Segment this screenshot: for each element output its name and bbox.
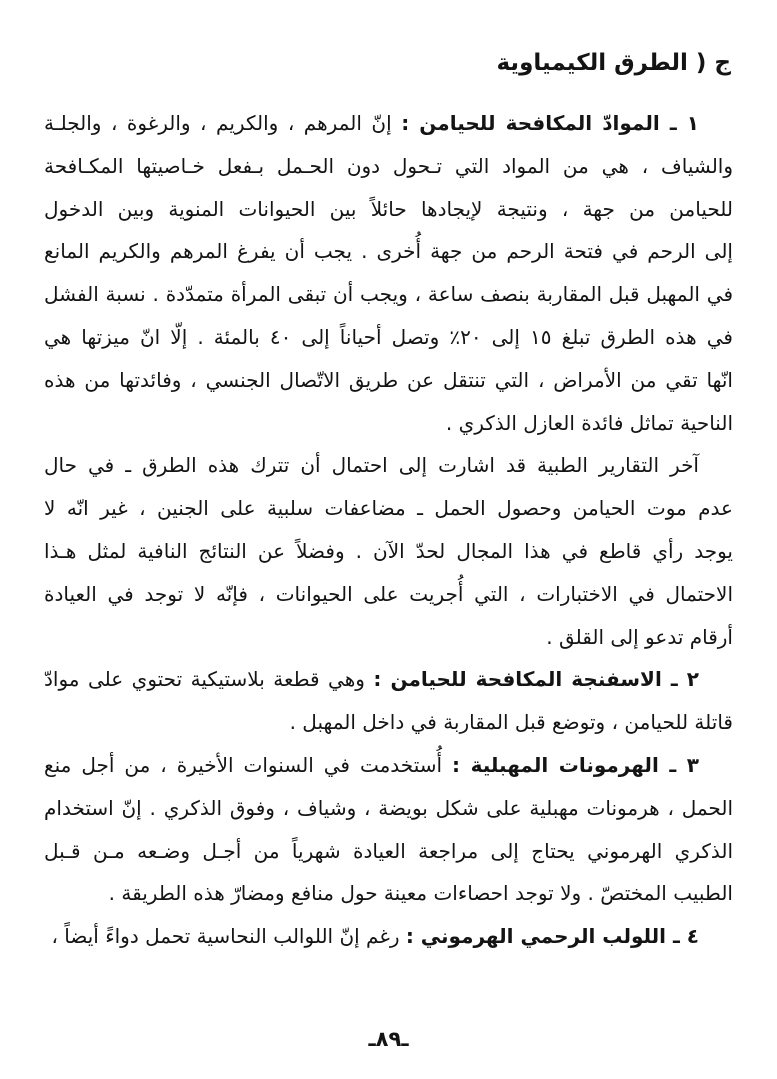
- line-text: إلى الرحم في فتحة الرحم من جهة أُخرى . يجب أن يفرغ المرهم والكريم المانع: [44, 239, 733, 264]
- line-bold-lead: ١ ـ الموادّ المكافحة للحيامن :: [401, 111, 699, 135]
- line-text: الناحية تماثل فائدة العازل الذكري .: [445, 410, 733, 435]
- text-line: [44, 616, 733, 659]
- line-text: الاحتمال في الاختبارات ، التي أُجريت على الحيوانات ، فإنّه لا توجد في العيادة: [44, 581, 733, 606]
- line-text: في هذه الطرق تبلغ ١٥ إلى ٢٠٪ وتصل أحياناً إلى ٤٠ بالمئة . إلّا انّ ميزتها هي: [44, 324, 733, 349]
- line-text: رغم إنّ اللوالب النحاسية تحمل دواءً أيضاً ،: [51, 924, 406, 949]
- line-bold-lead: ٣ ـ الهرمونات المهبلية :: [452, 752, 699, 777]
- text-line: [44, 273, 733, 316]
- text-line: [44, 188, 733, 231]
- line-text: آخر التقارير الطبية قد اشارت إلى احتمال أن تترك هذه الطرق ـ في حال: [44, 453, 699, 478]
- text-line: [44, 102, 733, 145]
- text-line: [44, 573, 733, 616]
- text-line: [44, 830, 733, 873]
- text-line: [44, 402, 733, 445]
- text-line: [44, 487, 733, 530]
- line-bold-lead: ٤ ـ اللولب الرحمي الهرموني :: [405, 924, 699, 949]
- line-bold-lead: ٢ ـ الاسفنجة المكافحة للحيامن :: [373, 667, 699, 692]
- line-text: الحمل ، هرمونات مهبلية على شكل بويضة ، وشياف ، وفوق الذكري . إنّ استخدام: [44, 795, 733, 820]
- text-line: [44, 658, 733, 701]
- line-text: انّها تقي من الأمراض ، التي تنتقل عن طريق الاتّصال الجنسي ، وفائدتها من هذه: [44, 367, 733, 392]
- line-text: الطبيب المختصّ . ولا توجد احصاءات معينة حول منافع ومضارّ هذه الطريقة .: [108, 881, 733, 906]
- text-line: [44, 744, 733, 787]
- line-text: أرقام تدعو إلى القلق .: [546, 624, 733, 649]
- text-line: [44, 915, 733, 958]
- text-line: [44, 701, 733, 744]
- line-text: إنّ المرهم ، والكريم ، والرغوة ، والجلـة: [44, 111, 402, 135]
- line-text: قاتلة للحيامن ، وتوضع قبل المقاربة في داخل المهبل .: [289, 710, 733, 735]
- line-text: للحيامن من جهة ، ونتيجة لإيجادها حائلاً بين الحيوانات المنوية وبين الدخول: [44, 196, 733, 221]
- text-line: [44, 316, 733, 359]
- line-text: والشياف ، هي من المواد التي تـحول دون الحـمل بـفعل خـاصيتها المكـافحة: [44, 153, 733, 178]
- text-line: [44, 444, 733, 487]
- line-text: في المهبل قبل المقاربة بنصف ساعة ، ويجب أن تبقى المرأة متمدّدة . نسبة الفشل: [44, 282, 733, 307]
- section-heading: ج ( الطرق الكيمياوية: [496, 50, 731, 76]
- line-text: أُستخدمت في السنوات الأخيرة ، من أجل منع: [44, 752, 453, 777]
- body-text: [44, 102, 733, 958]
- text-line: [44, 359, 733, 402]
- line-text: عدم موت الحيامن وحصول الحمل ـ مضاعفات سلبية على الجنين ، غير انّه لا: [44, 496, 733, 521]
- line-text: وهي قطعة بلاستيكية تحتوي على موادّ: [44, 667, 374, 692]
- line-text: الذكري الهرموني يحتاج إلى مراجعة العيادة شهرياً من أجـل وضـعه مـن قـبل: [44, 838, 733, 863]
- text-line: [44, 872, 733, 915]
- text-line: [44, 145, 733, 188]
- text-line: [44, 530, 733, 573]
- text-line: [44, 230, 733, 273]
- text-line: [44, 787, 733, 830]
- line-text: يوجد رأي قاطع في هذا المجال لحدّ الآن . وفضلاً عن النتائج النافية لمثل هـذا: [44, 538, 733, 563]
- page-number: ـ٨٩ـ: [368, 1027, 409, 1051]
